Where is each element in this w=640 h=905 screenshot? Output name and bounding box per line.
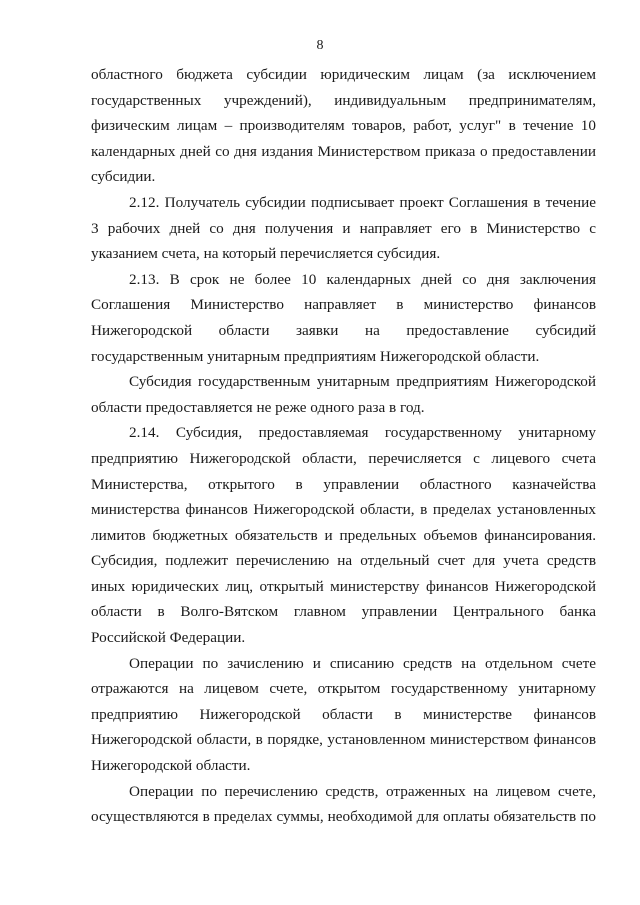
- text-line: предприятию Нижегородской области в министерстве финансов: [91, 705, 596, 723]
- text-line: иных юридических лиц, открытый министерству финансов Нижегородской: [91, 577, 596, 595]
- text-line: министерства финансов Нижегородской области, в пределах установленных: [91, 501, 596, 519]
- text-line: области в Волго-Вятском главном управлении Центрального банка: [91, 603, 596, 621]
- paragraph: [91, 651, 596, 779]
- text-line: 2.12. Получатель субсидии подписывает проект Соглашения в течение: [129, 193, 596, 211]
- paragraph: [91, 369, 596, 420]
- text-line: 2.13. В срок не более 10 календарных дней со дня заключения: [129, 270, 596, 288]
- paragraph: [91, 267, 596, 369]
- text-line: 2.14. Субсидия, предоставляемая государственному унитарному: [129, 424, 596, 442]
- text-line: Субсидия, подлежит перечислению на отдельный счет для учета средств: [91, 552, 596, 570]
- text-line: Нижегородской области.: [91, 757, 251, 775]
- text-line: предприятию Нижегородской области, перечисляется с лицевого счета: [91, 449, 596, 467]
- text-line: осуществляются в пределах суммы, необходимой для оплаты обязательств по: [91, 808, 596, 826]
- text-line: области предоставляется не реже одного раза в год.: [91, 398, 425, 416]
- text-line: Соглашения Министерство направляет в министерство финансов: [91, 296, 596, 314]
- text-line: физическим лицам – производителям товаров, работ, услуг" в течение 10: [91, 117, 596, 135]
- text-line: календарных дней со дня издания Министерством приказа о предоставлении: [91, 142, 596, 160]
- text-line: государственным унитарным предприятиям Нижегородской области.: [91, 347, 540, 365]
- text-line: областного бюджета субсидии юридическим лицам (за исключением: [91, 66, 596, 83]
- paragraph: [91, 779, 596, 830]
- text-line: государственных учреждений), индивидуальным предпринимателям,: [91, 91, 596, 109]
- text-line: субсидии.: [91, 168, 156, 186]
- page-number: 8: [316, 38, 324, 53]
- paragraph: [91, 420, 596, 650]
- text-line: Операции по зачислению и списанию средств на отдельном счете: [129, 654, 596, 672]
- text-line: Российской Федерации.: [91, 629, 246, 647]
- document-body: [91, 62, 596, 830]
- text-line: Нижегородской области заявки на предоставление субсидий: [91, 321, 596, 339]
- text-line: лимитов бюджетных обязательств и предельных объемов финансирования.: [91, 526, 596, 544]
- paragraph: [91, 62, 596, 190]
- text-line: 3 рабочих дней со дня получения и направляет его в Министерство с: [91, 219, 596, 237]
- paragraph: [91, 190, 596, 267]
- text-line: Операции по перечислению средств, отраженных на лицевом счете,: [129, 782, 596, 800]
- text-line: Субсидия государственным унитарным предприятиям Нижегородской: [129, 373, 596, 391]
- text-line: отражаются на лицевом счете, открытом государственному унитарному: [91, 680, 596, 698]
- text-line: Министерства, открытого в управлении областного казначейства: [91, 475, 596, 493]
- text-line: Нижегородской области, в порядке, установленном министерством финансов: [91, 731, 596, 749]
- text-line: указанием счета, на который перечисляется субсидия.: [91, 245, 441, 263]
